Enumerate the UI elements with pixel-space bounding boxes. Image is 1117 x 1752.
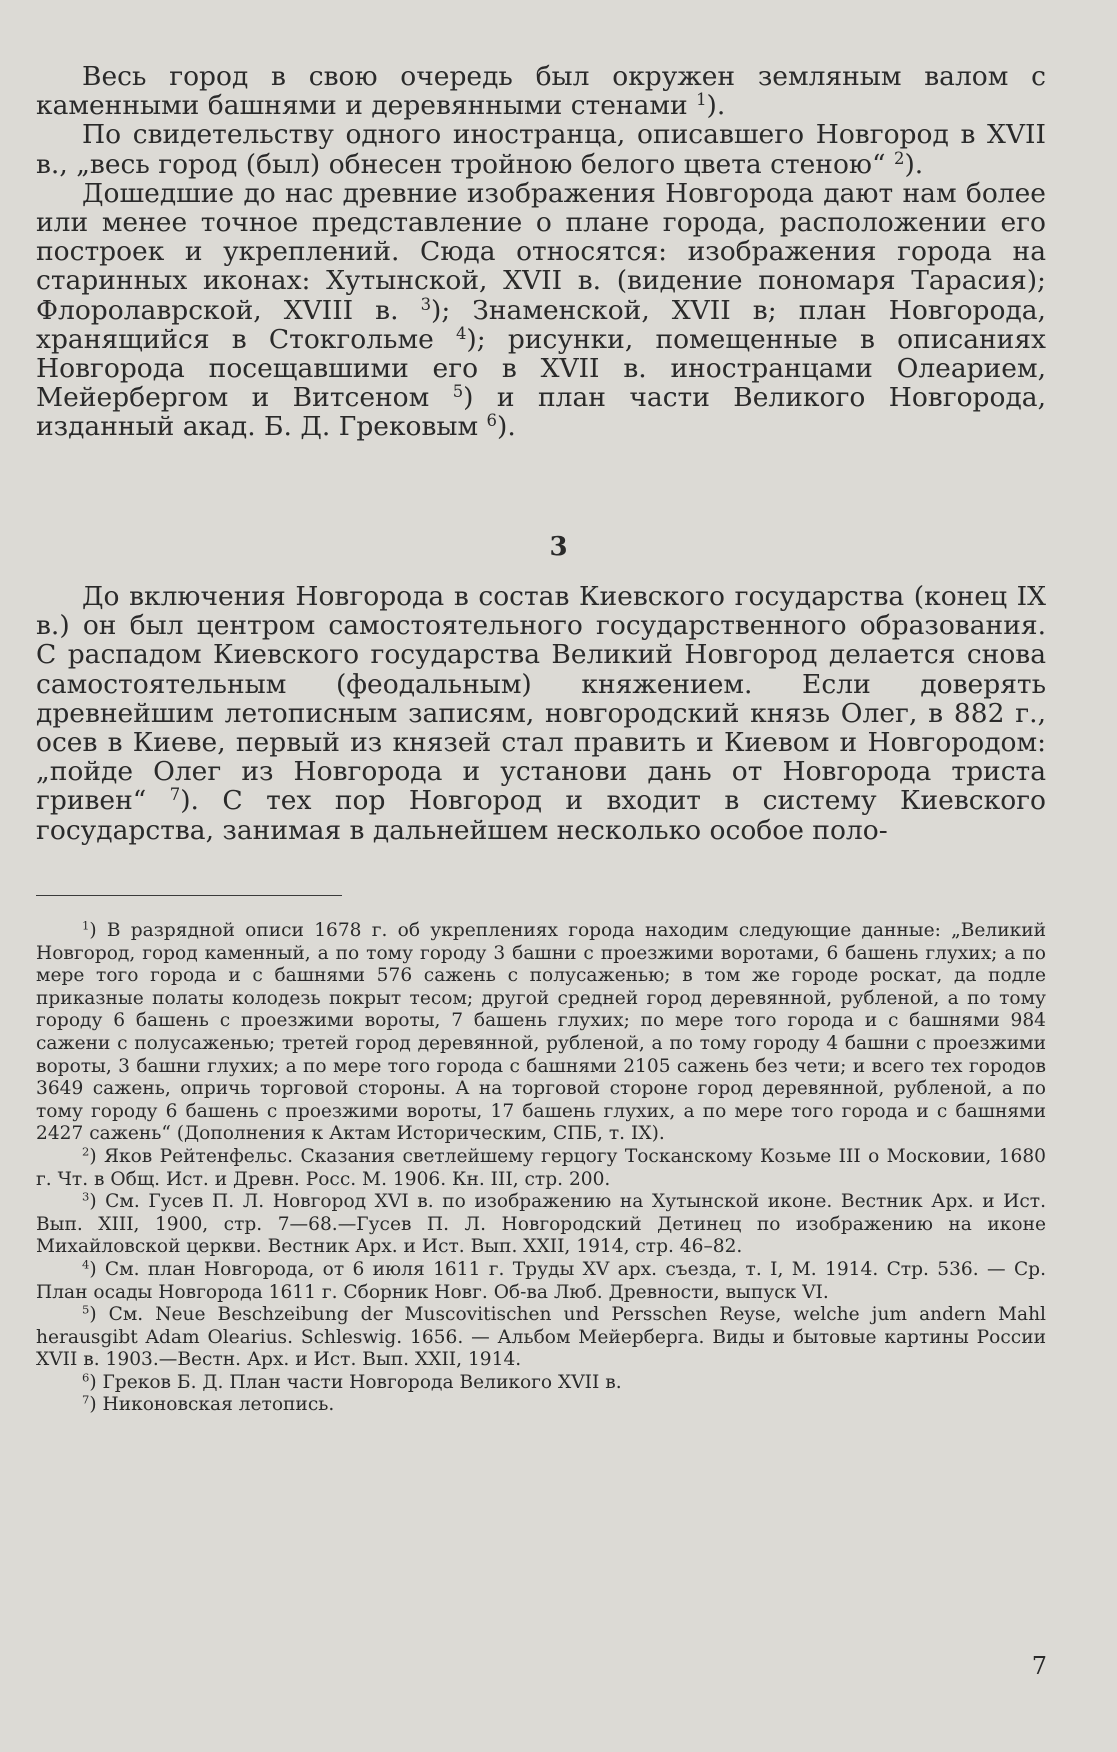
footnote-number: 7 [82,1393,90,1408]
paragraph-tail: ). [904,148,924,180]
footnote-ref: 7 [169,785,181,805]
paragraph-tail: ). С тех пор Новгород и входит в систему Киевского государства, занимая в дальнейшем несколько особое поло- [36,785,1046,846]
footnote-text: ) Никоновская летопись. [89,1394,335,1416]
footnote-ref: 5 [452,382,464,402]
paragraph [36,582,1046,845]
footnote-number: 5 [82,1302,90,1317]
paragraph-tail: ). [497,411,516,443]
page-number: 7 [1031,1652,1047,1680]
footnote [36,1191,1046,1259]
footnote [36,920,1046,1146]
footnote-text: ) Греков Б. Д. План части Новгорода Великого XVII в. [89,1371,622,1393]
footnote [36,1394,1046,1417]
paragraph-text: ) и план части Великого Новгорода, изданный акад. Б. Д. Грековым [36,382,1046,443]
footnote-divider [36,895,342,896]
paragraph-text: По свидетельству одного иностранца, описавшего Новгород в XVII в., „весь город (был) обнесен тройною белого цвета стеною“ [36,119,1046,180]
footnote-text: ) В разрядной описи 1678 г. об укреплениях города находим следующие данные: „Великий Новгород, город каменный, а по тому городу 3 башни с проезжими воротами, 6 башень глухих; а по мере того города и с башнями 576 сажень с полусаженью; в том же городе роскат, да подле приказные полаты колодезь покрыт тесом; другой средней город деревянной, рубленой, а по тому городу 6 башень с проезжими вороты, 7 башень глухих; по мере того города и с башнями 984 сажени с полусаженью; третей город деревянной, рубленой, а по тому городу 4 башни с проезжими вороты, 3 башни глухих; а по мере того города с башнями 2105 сажень без чети; и всего тех городов 3649 сажень, опричь торговой стороны. А на торговой стороне город деревянной, рубленой, а по тому городу 6 башень с проезжими вороты, 17 башень глухих, а по мере того города и с башнями 2427 сажень“ (Дополнения к Актам Историческим, СПБ, т. IX). [36,920,1046,1145]
footnote [36,1146,1046,1191]
footnote [36,1304,1046,1372]
footnotes [36,920,1046,1417]
paragraph-text: До включения Новгорода в состав Киевского государства (конец IX в.) он был центром самостоятельного государственного образования. С распадом Киевского государства Великий Новгород делается снова самостоятельным (феодальным) княжением. Если доверять древнейшим летописным записям, новгородский князь Олег, в 882 г., осев в Киеве, первый из князей стал править и Киевом и Новгородом: „пойде Олег из Новгорода и установи дань от Новгорода триста гривен“ [36,581,1046,817]
footnote-ref: 1 [696,90,707,110]
paragraph-text: ); Знаменской, XVII в; план Новгорода, хранящийся в Стокгольме [36,294,1046,355]
footnote [36,1259,1046,1304]
footnote-number: 4 [82,1257,90,1272]
footnote-ref: 2 [893,148,905,168]
footnote-number: 6 [82,1370,90,1385]
paragraph-tail: ). [706,90,726,122]
paragraph [36,179,1046,442]
footnote-number: 2 [82,1144,90,1159]
footnote [36,1372,1046,1395]
footnote-number: 3 [82,1189,90,1204]
footnote-text: ) См. план Новгорода, от 6 июля 1611 г. Труды XV арх. съезда, т. I, М. 1914. Стр. 536. — Ср. План осады Новгорода 1611 г. Сборник Новг. Об-ва Люб. Древности, выпуск VI. [36,1258,1046,1303]
section-number: 3 [549,532,568,562]
footnote-ref: 3 [420,294,432,314]
footnote-ref: 4 [455,323,467,343]
footnote-text: ) См. Neue Beschzeibung der Muscovitischen und Persschen Reyse, welche jum andern Mahl herausgibt Adam Olearius. Schleswig. 1656. — Альбом Мейерберга. Виды и бытовые картины России XVII в. 1903.—Вестн. Арх. и Ист. Вып. XXII, 1914. [36,1304,1046,1371]
paragraph-text: ); рисунки, помещенные в описаниях Новгорода посещавшими его в XVII в. иностранцами Олеарием, Мейербергом и Витсеном [36,323,1046,414]
paragraph-text: Дошедшие до нас древние изображения Новгорода дают нам более или менее точное представление о плане города, расположении его построек и укреплений. Сюда относятся: изображения города на старинных иконах: Хутынской, XVII в. (видение пономаря Тарасия); Флоролаврской, XVIII в. [36,177,1046,326]
paragraph [36,120,1046,178]
paragraph-text: Весь город в свою очередь был окружен земляным валом с каменными башнями и деревянными стенами [36,61,1046,122]
paragraph [36,62,1046,120]
footnote-number: 1 [82,918,90,933]
footnote-ref: 6 [486,411,497,431]
footnote-text: ) Яков Рейтенфельс. Сказания светлейшему герцогу Тосканскому Козьме III о Московии, 1680 г. Чт. в Общ. Ист. и Древн. Росс. М. 1906. Кн. III, стр. 200. [36,1145,1046,1190]
main-text-top [36,62,1046,442]
main-text-bottom [36,582,1046,845]
footnote-text: ) См. Гусев П. Л. Новгород XVI в. по изображению на Хутынской иконе. Вестник Арх. и Ист. Вып. XIII, 1900, стр. 7—68.—Гусев П. Л. Новгородский Детинец по изображению на иконе Михайловской церкви. Вестник Арх. и Ист. Вып. XXII, 1914, стр. 46–82. [36,1191,1046,1258]
